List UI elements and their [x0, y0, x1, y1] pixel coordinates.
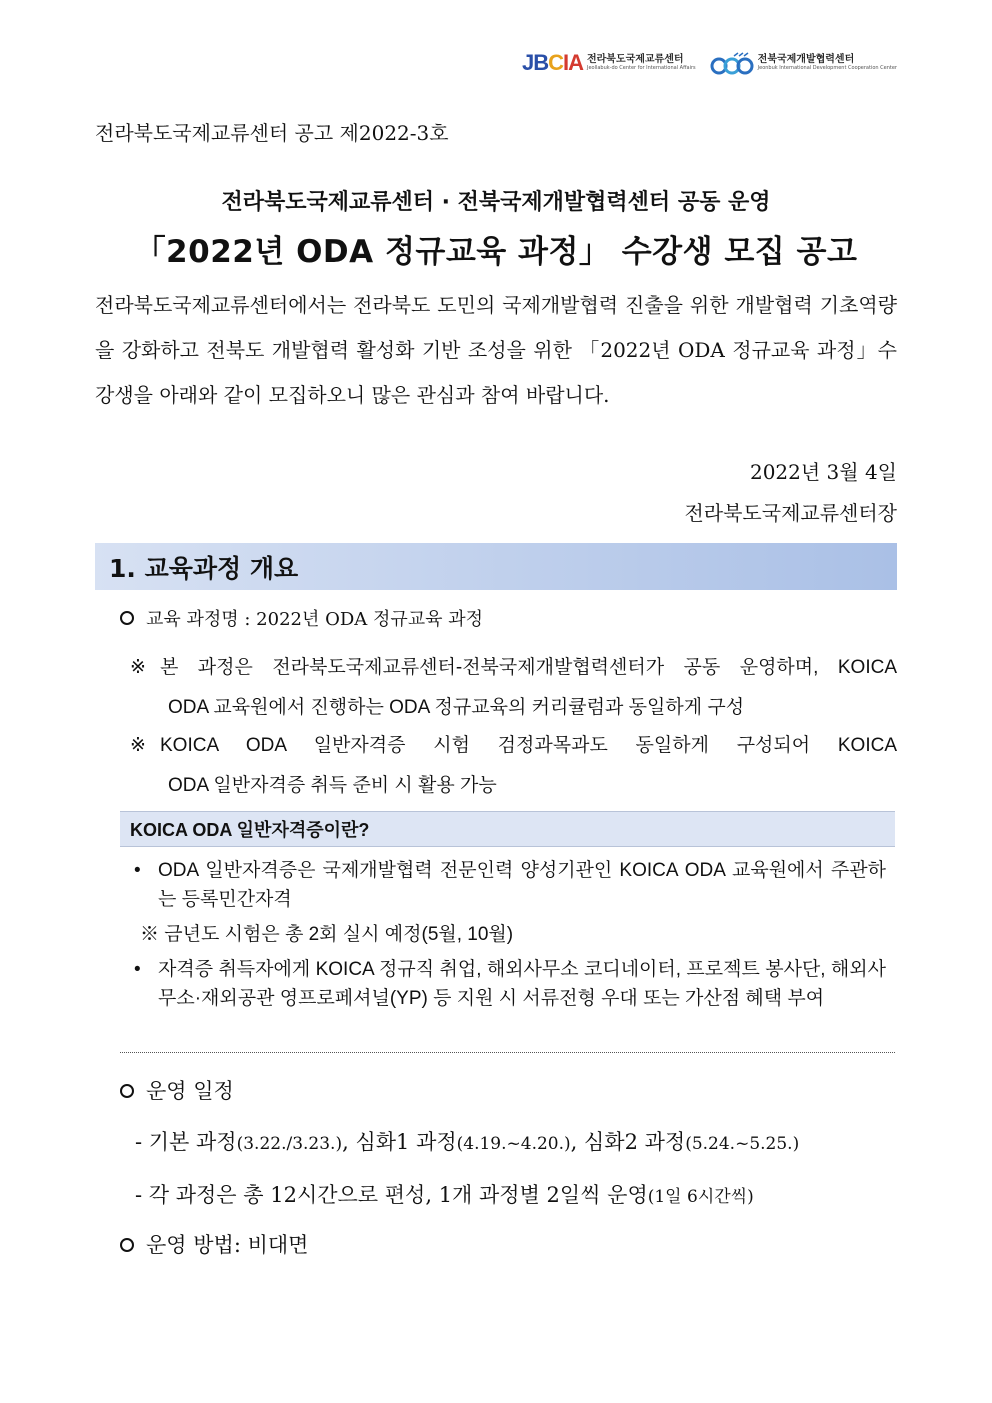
- box-bullet-2: 자격증 취득자에게 KOICA 정규직 취업, 해외사무소 코디네이터, 프로젝트 봉사단, 해외사무소·재외공관 영프로페셔널(YP) 등 지원 시 서류전형 우대 또는 가산점 혜택 부여: [158, 959, 886, 1009]
- info-box-body: [134, 856, 886, 1013]
- course-name-item: [120, 605, 483, 631]
- schedule-line-2: [135, 1179, 754, 1209]
- box-bullet-1: ODA 일반자격증은 국제개발협력 전문인력 양성기관인 KOICA ODA 교육원에서 주관하는 등록민간자격: [158, 860, 886, 910]
- schedule-adv1-dates: (4.19.~4.20.): [456, 1134, 571, 1154]
- notice-date: 2022년 3월 4일: [749, 460, 897, 484]
- bullet-dot: •: [134, 860, 141, 881]
- note-1-line-1: 본 과정은 전라북도국제교류센터-전북국제개발협력센터가 공동 운영하며, KOICA: [160, 657, 897, 678]
- info-box-header: [120, 811, 895, 847]
- issuer: 전라북도국제교류센터장: [684, 501, 897, 525]
- method-text: 운영 방법: 비대면: [146, 1233, 309, 1257]
- jidc-name-ko: 전북국제개발협력센터: [757, 54, 855, 66]
- list-item: [134, 955, 886, 1013]
- box-subnote: ※ 금년도 시험은 총 2회 실시 예정(5월, 10월): [140, 924, 514, 945]
- note-2-line-2: ODA 일반자격증 취득 준비 시 활용 가능: [168, 775, 497, 796]
- circle-bullet-icon: [120, 1238, 134, 1252]
- section-heading-text: 1. 교육과정 개요: [109, 553, 299, 583]
- schedule-adv2: , 심화2 과정: [570, 1130, 686, 1154]
- jidc-name-en: Jeonbuk International Development Cooperation Center: [757, 64, 897, 71]
- note-1: [130, 648, 897, 728]
- info-box-divider: [120, 1052, 895, 1053]
- jbcia-name-en: Jeollabuk-do Center for International Affairs: [586, 64, 696, 71]
- section-heading-overview: [95, 543, 897, 590]
- jbcia-name-ko: 전라북도국제교류센터: [586, 54, 684, 66]
- bullet-dot: •: [134, 959, 141, 980]
- schedule-hours: - 각 과정은 총 12시간으로 편성, 1개 과정별 2일씩 운영: [135, 1183, 648, 1207]
- jidc-emblem-icon: [710, 51, 754, 75]
- circle-bullet-icon: [120, 1084, 134, 1098]
- note-2: [130, 726, 897, 806]
- note-2-line-1: KOICA ODA 일반자격증 시험 검정과목과도 동일하게 구성되어 KOICA: [160, 735, 897, 756]
- schedule-heading-text: 운영 일정: [146, 1079, 234, 1103]
- document-subtitle: 전라북도국제교류센터 · 전북국제개발협력센터 공동 운영: [221, 190, 771, 215]
- list-item: [134, 856, 886, 914]
- jbcia-mark: JBCIA: [521, 50, 583, 75]
- notice-number: 전라북도국제교류센터 공고 제2022-3호: [95, 121, 449, 145]
- schedule-line-1: [135, 1126, 799, 1156]
- schedule-basic-dates: (3.22./3.23.): [236, 1134, 343, 1154]
- schedule-hours-detail: (1일 6시간씩): [647, 1187, 754, 1207]
- intro-paragraph: 전라북도국제교류센터에서는 전라북도 도민의 국제개발협력 진출을 위한 개발협력 기초역량을 강화하고 전북도 개발협력 활성화 기반 조성을 위한 「2022년 ODA 정규교육 과정」수강생을 아래와 같이 모집하오니 많은 관심과 참여 바랍니다.: [95, 293, 897, 407]
- header-logos: [522, 50, 897, 76]
- jidc-logo: [710, 51, 897, 75]
- info-box-title: KOICA ODA 일반자격증이란?: [130, 820, 370, 840]
- schedule-heading: [120, 1075, 234, 1105]
- course-name-text: 교육 과정명 : 2022년 ODA 정규교육 과정: [146, 609, 484, 630]
- jbcia-logo: [522, 50, 696, 76]
- method-item: [120, 1229, 308, 1259]
- schedule-adv2-dates: (5.24.~5.25.): [685, 1134, 800, 1154]
- note-1-line-2: ODA 교육원에서 진행하는 ODA 정규교육의 커리큘럼과 동일하게 구성: [168, 697, 745, 718]
- note-mark: ※: [130, 735, 146, 756]
- circle-bullet-icon: [120, 611, 134, 625]
- document-title: 「2022년 ODA 정규교육 과정」 수강생 모집 공고: [134, 234, 858, 270]
- schedule-adv1: , 심화1 과정: [342, 1130, 457, 1154]
- note-mark: ※: [130, 657, 146, 678]
- schedule-basic: - 기본 과정: [135, 1130, 237, 1154]
